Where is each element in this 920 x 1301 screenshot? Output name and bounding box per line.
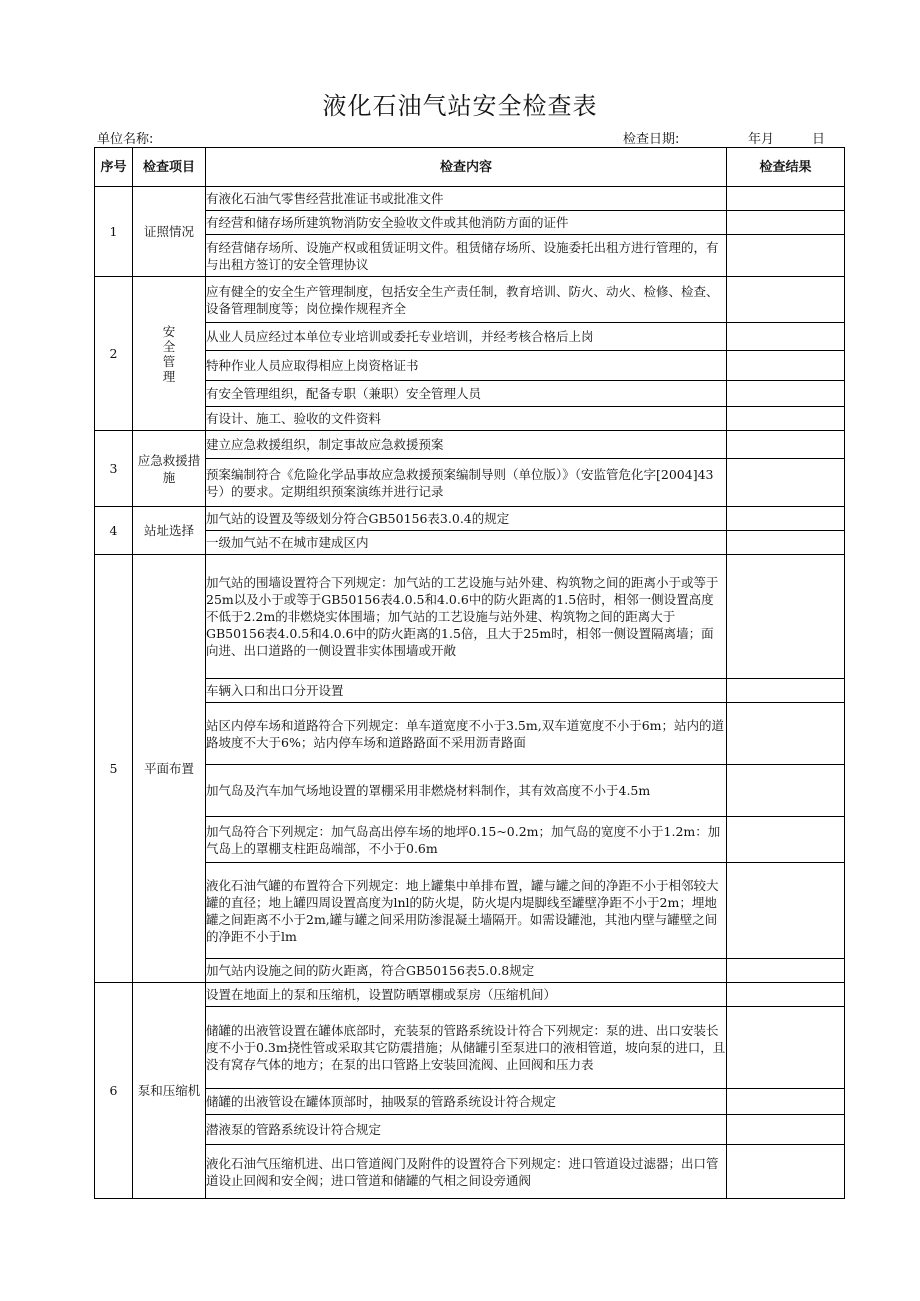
day-label: 日 xyxy=(812,132,826,147)
result-cell[interactable] xyxy=(727,507,845,531)
check-content: 储罐的出液管设置在罐体底部时，充装泵的管路系统设计符合下列规定：泵的进、出口安装长度不小于0.3m挠性管或采取其它防震措施；从储罐引至泵进口的液相管道，坡向泵的进口，且没有窝存气体的地方；在泵的出口管路上安装回流阀、止回阀和压力表 xyxy=(206,1007,727,1089)
result-cell[interactable] xyxy=(727,679,845,703)
check-content: 有液化石油气零售经营批准证书或批准文件 xyxy=(206,187,727,211)
check-content: 有经营和储存场所建筑物消防安全验收文件或其他消防方面的证件 xyxy=(206,211,727,235)
check-content: 液化石油气压缩机进、出口管道阀门及附件的设置符合下列规定：进口管道设过滤器；出口管道设止回阀和安全阀；进口管道和储罐的气相之间设旁通阀 xyxy=(206,1145,727,1199)
result-cell[interactable] xyxy=(727,323,845,351)
result-cell[interactable] xyxy=(727,703,845,765)
check-content: 储罐的出液管设在罐体顶部时，抽吸泵的管路系统设计符合规定 xyxy=(206,1089,727,1115)
table-row xyxy=(95,703,845,765)
check-content: 从业人员应经过本单位专业培训或委托专业培训，并经考核合格后上岗 xyxy=(206,323,727,351)
check-content: 液化石油气罐的布置符合下列规定：地上罐集中单排布置，罐与罐之间的净距不小于相邻较大罐的直径；地上罐四周设置高度为lnl的防火堤，防火堤内堤脚线至罐壁净距不小于2m；埋地罐之间距离不小于2m,罐与罐之间采用防渗混凝土墙隔开。如需设罐池，其池内壁与罐壁之间的净距不小于lm xyxy=(206,863,727,959)
result-cell[interactable] xyxy=(727,277,845,323)
row-number: 3 xyxy=(95,431,133,507)
inspection-table xyxy=(94,147,845,1199)
check-item: 证照情况 xyxy=(133,187,206,277)
result-cell[interactable] xyxy=(727,1007,845,1089)
table-row xyxy=(95,323,845,351)
result-cell[interactable] xyxy=(727,211,845,235)
table-row xyxy=(95,351,845,381)
check-content: 有经营储存场所、设施产权或租赁证明文件。租赁储存场所、设施委托出租方进行管理的，有与出租方签订的安全管理协议 xyxy=(206,235,727,277)
result-cell[interactable] xyxy=(727,407,845,431)
header-row xyxy=(95,148,845,187)
check-content: 建立应急救援组织，制定事故应急救援预案 xyxy=(206,431,727,459)
table-row xyxy=(95,381,845,407)
row-number: 2 xyxy=(95,277,133,431)
row-number: 4 xyxy=(95,507,133,555)
table-row xyxy=(95,211,845,235)
result-cell[interactable] xyxy=(727,1145,845,1199)
check-item: 平面布置 xyxy=(133,555,206,983)
result-cell[interactable] xyxy=(727,1089,845,1115)
table-row xyxy=(95,765,845,817)
table-row xyxy=(95,555,845,679)
check-content: 车辆入口和出口分开设置 xyxy=(206,679,727,703)
table-row xyxy=(95,531,845,555)
row-number: 1 xyxy=(95,187,133,277)
header-item: 检查项目 xyxy=(133,148,206,187)
table-row xyxy=(95,459,845,507)
header-content: 检查内容 xyxy=(206,148,727,187)
check-content: 有安全管理组织，配备专职（兼职）安全管理人员 xyxy=(206,381,727,407)
result-cell[interactable] xyxy=(727,351,845,381)
result-cell[interactable] xyxy=(727,817,845,863)
check-item: 站址选择 xyxy=(133,507,206,555)
result-cell[interactable] xyxy=(727,381,845,407)
table-row xyxy=(95,407,845,431)
check-content: 加气站的围墙设置符合下列规定：加气站的工艺设施与站外建、构筑物之间的距离小于或等于25m以及小于或等于GB50156表4.0.5和4.0.6中的防火距离的1.5倍时，相邻一侧设置高度不低于2.2m的非燃烧实体围墙；加气站的工艺设施与站外建、构筑物之间的距离大于GB50156表4.0.5和4.0.6中的防火距离的1.5倍，且大于25m时，相邻一侧设置隔离墙；面向进、出口道路的一侧设置非实体围墙或开敞 xyxy=(206,555,727,679)
table-row xyxy=(95,235,845,277)
page-title: 液化石油气站安全检查表 xyxy=(322,92,598,120)
result-cell[interactable] xyxy=(727,983,845,1007)
check-content: 加气站的设置及等级划分符合GB50156表3.0.4的规定 xyxy=(206,507,727,531)
table-row xyxy=(95,679,845,703)
result-cell[interactable] xyxy=(727,235,845,277)
check-date-label: 检查日期: xyxy=(623,132,680,147)
year-month-label: 年月 xyxy=(748,132,775,147)
table-row xyxy=(95,277,845,323)
check-item: 安全管理 xyxy=(133,277,206,431)
check-content: 有设计、施工、验收的文件资料 xyxy=(206,407,727,431)
result-cell[interactable] xyxy=(727,959,845,983)
row-number: 6 xyxy=(95,983,133,1199)
result-cell[interactable] xyxy=(727,765,845,817)
header-no: 序号 xyxy=(95,148,133,187)
table-row xyxy=(95,1115,845,1145)
table-row xyxy=(95,863,845,959)
result-cell[interactable] xyxy=(727,459,845,507)
result-cell[interactable] xyxy=(727,1115,845,1145)
check-content: 设置在地面上的泵和压缩机，设置防晒罩棚或泵房（压缩机间） xyxy=(206,983,727,1007)
table-row xyxy=(95,431,845,459)
check-content: 站区内停车场和道路符合下列规定：单车道宽度不小于3.5m,双车道宽度不小于6m；站内的道路坡度不大于6%；站内停车场和道路路面不采用沥青路面 xyxy=(206,703,727,765)
result-cell[interactable] xyxy=(727,431,845,459)
result-cell[interactable] xyxy=(727,863,845,959)
result-cell[interactable] xyxy=(727,531,845,555)
table-row xyxy=(95,507,845,531)
check-item: 泵和压缩机 xyxy=(133,983,206,1199)
check-content: 预案编制符合《危险化学品事故应急救援预案编制导则（单位版）》（安监管危化字[2004]43号）的要求。定期组织预案演练并进行记录 xyxy=(206,459,727,507)
row-number: 5 xyxy=(95,555,133,983)
table-row xyxy=(95,959,845,983)
check-content: 特种作业人员应取得相应上岗资格证书 xyxy=(206,351,727,381)
check-content: 应有健全的安全生产管理制度，包括安全生产责任制，教育培训、防火、动火、检修、检查、设备管理制度等；岗位操作规程齐全 xyxy=(206,277,727,323)
table-row xyxy=(95,1145,845,1199)
result-cell[interactable] xyxy=(727,187,845,211)
header-result: 检查结果 xyxy=(727,148,845,187)
check-content: 潜液泵的管路系统设计符合规定 xyxy=(206,1115,727,1145)
table-row xyxy=(95,1007,845,1089)
table-row xyxy=(95,817,845,863)
table-row xyxy=(95,983,845,1007)
table-row xyxy=(95,1089,845,1115)
check-item: 应急救援措施 xyxy=(133,431,206,507)
table-row xyxy=(95,187,845,211)
result-cell[interactable] xyxy=(727,555,845,679)
check-content: 加气站内设施之间的防火距离，符合GB50156表5.0.8规定 xyxy=(206,959,727,983)
check-content: 加气岛及汽车加气场地设置的罩棚采用非燃烧材料制作，其有效高度不小于4.5m xyxy=(206,765,727,817)
unit-name-label: 单位名称: xyxy=(97,132,154,147)
check-content: 加气岛符合下列规定：加气岛高出停车场的地坪0.15~0.2m；加气岛的宽度不小于1.2m：加气岛上的罩棚支柱距岛端部，不小于0.6m xyxy=(206,817,727,863)
check-content: 一级加气站不在城市建成区内 xyxy=(206,531,727,555)
